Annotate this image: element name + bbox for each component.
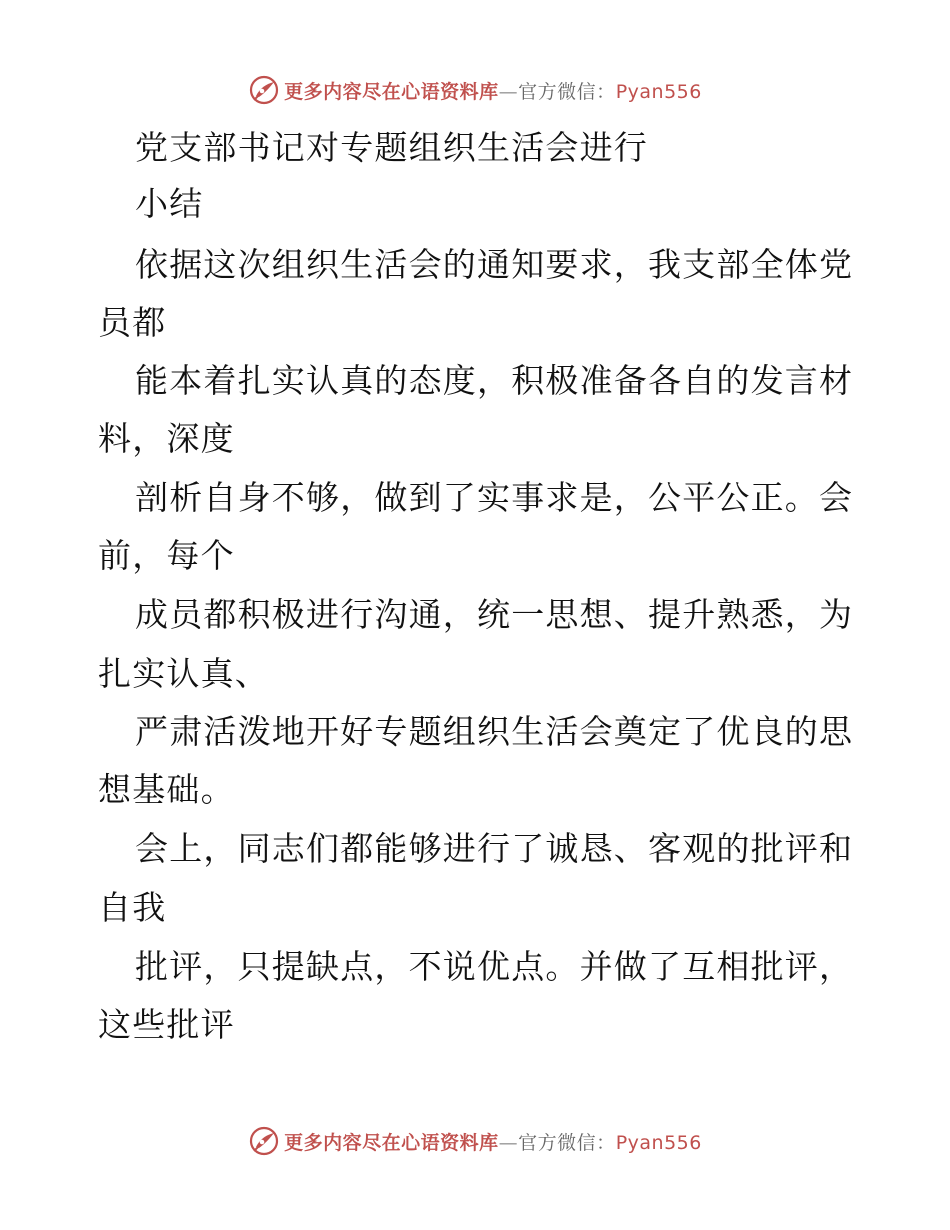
footer-banner-text [284, 1128, 702, 1155]
header-banner-text [284, 77, 702, 104]
footer-banner-dash: — [498, 1131, 519, 1154]
paragraph-line: 扎实认真、 [98, 654, 269, 693]
paragraph-line: 料，深度 [98, 419, 235, 458]
footer-banner-id: Pyan556 [615, 1131, 702, 1154]
paragraph-line: 会上，同志们都能够进行了诚恳、客观的批评和 [135, 829, 854, 868]
paragraph-line: 自我 [98, 888, 167, 927]
footer-banner-title: 更多内容尽在心语资料库 [284, 1131, 499, 1154]
paragraph-line: 能本着扎实认真的态度，积极准备各自的发言材 [135, 361, 854, 400]
paragraph-line: 依据这次组织生活会的通知要求，我支部全体党 [135, 245, 854, 284]
paragraph-line: 剖析自身不够，做到了实事求是，公平公正。会 [135, 478, 854, 517]
paragraph-line: 这些批评 [98, 1005, 235, 1044]
paragraph-line: 想基础。 [98, 770, 235, 809]
header-banner-id: Pyan556 [615, 80, 702, 103]
header-banner [0, 70, 950, 110]
paragraph-line: 员都 [98, 303, 167, 342]
paragraph-line: 成员都积极进行沟通，统一思想、提升熟悉，为 [135, 595, 854, 634]
paragraph-line: 前，每个 [98, 536, 235, 575]
paragraph-line: 严肃活泼地开好专题组织生活会奠定了优良的思 [135, 712, 854, 751]
document-title-line-1: 党支部书记对专题组织生活会进行 [135, 128, 648, 167]
footer-banner-label: 官方微信： [518, 1131, 616, 1154]
document-title-line-2: 小结 [135, 184, 204, 223]
pen-logo-icon [248, 74, 280, 106]
pen-logo-icon [248, 1125, 280, 1157]
header-banner-label: 官方微信： [518, 80, 616, 103]
footer-banner [0, 1121, 950, 1161]
header-banner-dash: — [498, 80, 519, 103]
header-banner-title: 更多内容尽在心语资料库 [284, 80, 499, 103]
paragraph-line: 批评，只提缺点，不说优点。并做了互相批评， [135, 947, 854, 986]
